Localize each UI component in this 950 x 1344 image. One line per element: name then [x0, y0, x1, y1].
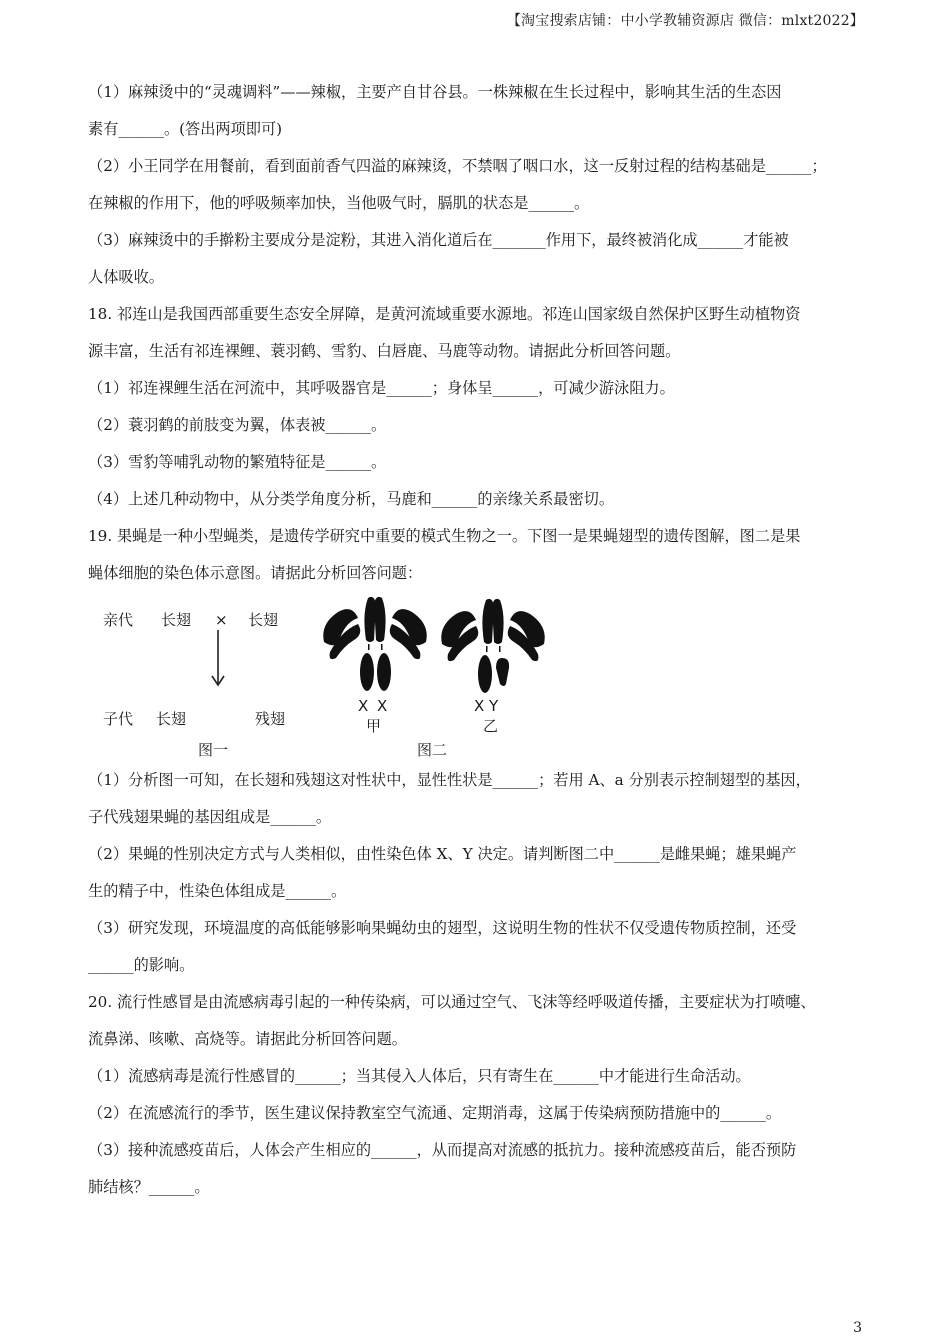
- left-chromosome-labels: X X: [358, 697, 390, 715]
- text-line: 子代残翅果蝇的基因组成是______。: [88, 808, 331, 826]
- offspring-right-trait: 残翅: [255, 710, 286, 728]
- text-line: 18. 祁连山是我国西部重要生态安全屏障，是黄河流域重要水源地。祁连山国家级自然保护区野生动植物资: [88, 305, 801, 323]
- parent-label: 亲代: [103, 611, 134, 629]
- text-block-before-figure: [88, 74, 866, 592]
- text-line: （3）麻辣烫中的手擀粉主要成分是淀粉，其进入消化道后在_______作用下，最终被消化成______才能被: [88, 231, 789, 249]
- text-line: （1）分析图一可知，在长翅和残翅这对性状中，显性性状是______；若用 A、a 分别表示控制翅型的基因，: [88, 771, 811, 789]
- right-chromosome-labels: X Y: [474, 697, 499, 715]
- text-line: （4）上述几种动物中，从分类学角度分析，马鹿和______的亲缘关系最密切。: [88, 490, 615, 508]
- figure-two-caption: 图二: [417, 741, 448, 759]
- text-line: 源丰富，生活有祁连裸鲤、蓑羽鹤、雪豹、白唇鹿、马鹿等动物。请据此分析回答问题。: [88, 342, 681, 360]
- text-line: 素有______。(答出两项即可): [88, 120, 283, 138]
- figure-two-chromosomes: [318, 594, 558, 762]
- cross-symbol: ×: [215, 611, 228, 629]
- parent-left-trait: 长翅: [161, 611, 192, 629]
- text-line: （2）小王同学在用餐前，看到面前香气四溢的麻辣烫，不禁咽了咽口水，这一反射过程的结构基础是______；: [88, 157, 827, 175]
- figure-row: [88, 594, 866, 762]
- right-cell-name: 乙: [483, 717, 499, 735]
- text-line: 蝇体细胞的染色体示意图。请据此分析回答问题：: [88, 564, 423, 582]
- text-line: （2）蓑羽鹤的前肢变为翼，体表被______。: [88, 416, 387, 434]
- text-line: （3）研究发现，环境温度的高低能够影响果蝇幼虫的翅型，这说明生物的性状不仅受遗传物质控制，还受: [88, 919, 797, 937]
- text-block-after-figure: [88, 762, 866, 1206]
- page-number: 3: [853, 1320, 862, 1336]
- text-line: ______的影响。: [88, 956, 195, 974]
- text-line: （1）祁连裸鲤生活在河流中，其呼吸器官是______；身体呈______，可减少游泳阻力。: [88, 379, 675, 397]
- figure-one-caption: 图一: [198, 741, 229, 759]
- text-line: 流鼻涕、咳嗽、高烧等。请据此分析回答问题。: [88, 1030, 407, 1048]
- text-line: （3）雪豹等哺乳动物的繁殖特征是______。: [88, 453, 387, 471]
- text-line: 20. 流行性感冒是由流感病毒引起的一种传染病，可以通过空气、飞沫等经呼吸道传播，主要症状为打喷嚏、: [88, 993, 816, 1011]
- chromosome-set-right: [441, 599, 544, 693]
- text-line: 肺结核？______。: [88, 1178, 210, 1196]
- chromosome-diagram: [318, 594, 558, 709]
- offspring-label: 子代: [103, 710, 134, 728]
- offspring-left-trait: 长翅: [156, 710, 187, 728]
- figure-one-inheritance-diagram: [88, 594, 298, 762]
- text-line: （3）接种流感疫苗后，人体会产生相应的______，从而提高对流感的抵抗力。接种流感疫苗后，能否预防: [88, 1141, 797, 1159]
- left-cell-name: 甲: [366, 717, 382, 735]
- text-line: 人体吸收。: [88, 268, 164, 286]
- document-body: [88, 74, 866, 1206]
- chromosome-set-left: [323, 597, 426, 691]
- text-line: （1）流感病毒是流行性感冒的______；当其侵入人体后，只有寄生在______中才能进行生命活动。: [88, 1067, 751, 1085]
- text-line: （1）麻辣烫中的“灵魂调料”——辣椒，主要产自甘谷县。一株辣椒在生长过程中，影响其生活的生态因: [88, 83, 782, 101]
- text-line: （2）果蝇的性别决定方式与人类相似，由性染色体 X、Y 决定。请判断图二中______是雌果蝇；雄果蝇产: [88, 845, 797, 863]
- text-line: （2）在流感流行的季节，医生建议保持教室空气流通、定期消毒，这属于传染病预防措施中的______。: [88, 1104, 782, 1122]
- text-line: 生的精子中，性染色体组成是______。: [88, 882, 347, 900]
- page-header: 【淘宝搜索店铺：中小学教辅资源店 微信：mlxt2022】: [506, 13, 864, 29]
- text-line: 19. 果蝇是一种小型蝇类，是遗传学研究中重要的模式生物之一。下图一是果蝇翅型的遗传图解，图二是果: [88, 527, 801, 545]
- down-arrow-icon: [208, 628, 228, 688]
- parent-right-trait: 长翅: [248, 611, 279, 629]
- text-line: 在辣椒的作用下，他的呼吸频率加快，当他吸气时，膈肌的状态是______。: [88, 194, 590, 212]
